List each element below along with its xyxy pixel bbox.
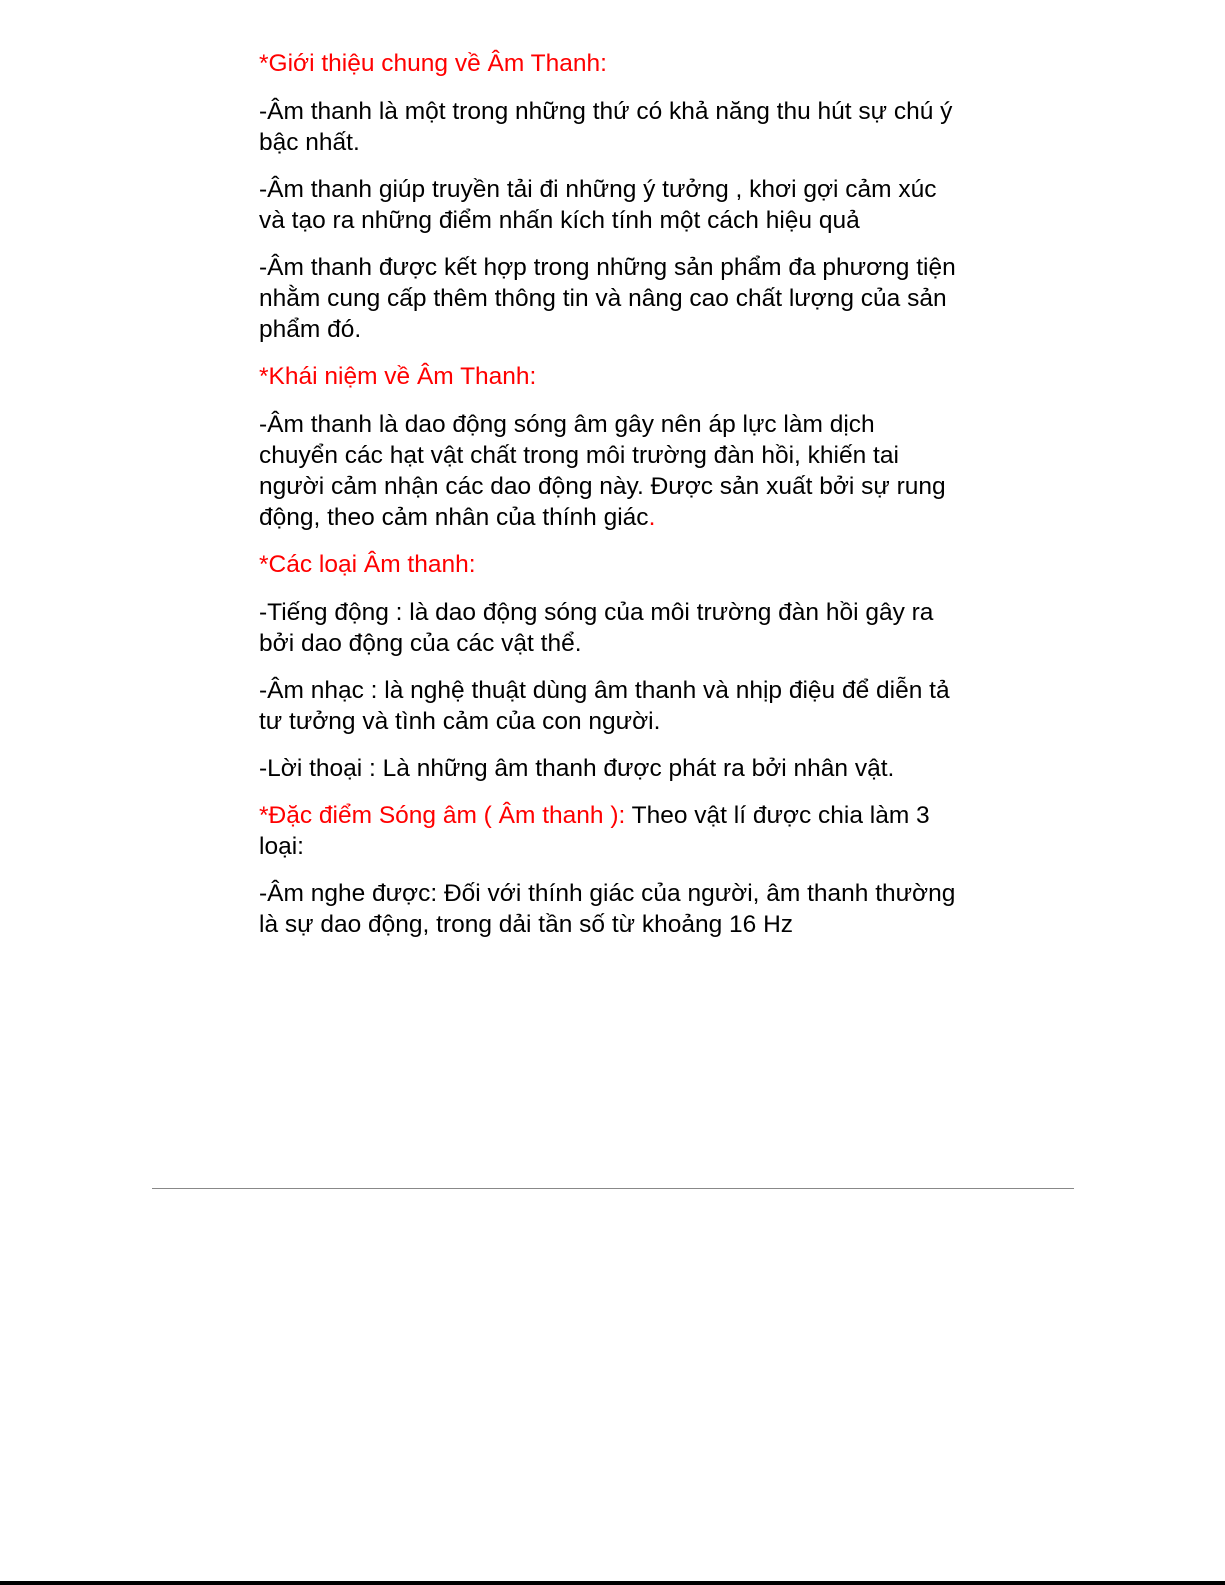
concept-heading: *Khái niệm về Âm Thanh: <box>259 363 537 390</box>
concept-paragraph <box>259 409 959 533</box>
intro-paragraph-1: -Âm thanh là một trong những thứ có khả năng thu hút sự chú ý bậc nhất. <box>259 98 953 156</box>
concept-paragraph-text: -Âm thanh là dao động sóng âm gây nên áp lực làm dịch chuyển các hạt vật chất trong môi trường đàn hồi, khiến tai người cảm nhận các dao động này. Được sản xuất bởi sự rung động, theo cảm nhân của thính giác <box>259 411 946 531</box>
document-content <box>259 48 959 956</box>
intro-paragraph-2: -Âm thanh giúp truyền tải đi những ý tưởng , khơi gợi cảm xúc và tạo ra những điểm nhấn kích tính một cách hiệu quả <box>259 176 937 234</box>
intro-heading: *Giới thiệu chung về Âm Thanh: <box>259 50 607 77</box>
characteristics-heading-tail: Theo vật lí được chia làm 3 loại: <box>259 802 930 860</box>
characteristics-heading: *Đặc điểm Sóng âm ( Âm thanh ): <box>259 802 626 829</box>
types-paragraph-3: -Lời thoại : Là những âm thanh được phát ra bởi nhân vật. <box>259 755 895 782</box>
page-bottom-edge <box>0 1581 1225 1585</box>
intro-paragraph-3: -Âm thanh được kết hợp trong những sản phẩm đa phương tiện nhằm cung cấp thêm thông tin và nâng cao chất lượng của sản phẩm đó. <box>259 254 956 343</box>
characteristics-heading-line <box>259 800 959 862</box>
types-heading: *Các loại Âm thanh: <box>259 551 476 578</box>
types-paragraph-1: -Tiếng động : là dao động sóng của môi trường đàn hồi gây ra bởi dao động của các vật thể. <box>259 599 934 657</box>
characteristics-paragraph-1: -Âm nghe được: Đối với thính giác của người, âm thanh thường là sự dao động, trong dải tần số từ khoảng 16 Hz <box>259 880 956 938</box>
page-divider <box>152 1188 1074 1189</box>
concept-paragraph-end-mark: . <box>648 504 656 531</box>
types-paragraph-2: -Âm nhạc : là nghệ thuật dùng âm thanh và nhịp điệu để diễn tả tư tưởng và tình cảm của con người. <box>259 677 950 735</box>
